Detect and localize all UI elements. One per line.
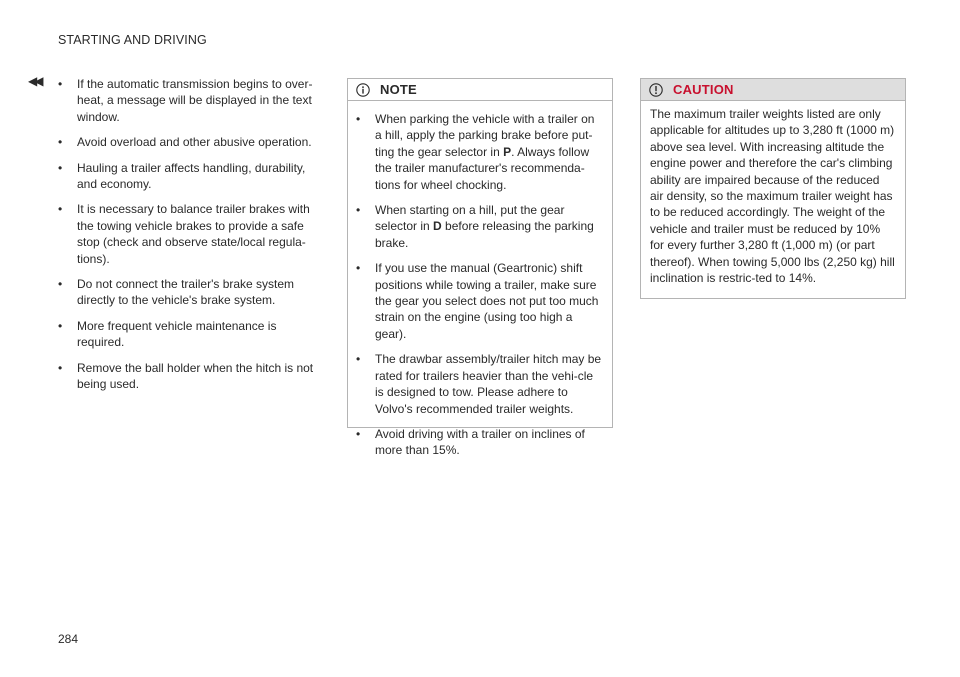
gear-p: P bbox=[503, 144, 512, 159]
bullet-icon: • bbox=[58, 277, 63, 292]
note-box bbox=[347, 78, 613, 458]
note-item-2-pre: When starting on a hill, put the gear selector in bbox=[375, 203, 565, 234]
note-item-4: The drawbar assembly/trailer hitch may be rated for trailers heavier than the vehi-cle is designed to tow. Please adhere to Volvo's recommended trailer weights. bbox=[375, 352, 602, 416]
list-item bbox=[356, 426, 604, 459]
list-item bbox=[58, 76, 320, 125]
bullet-icon: • bbox=[356, 426, 361, 441]
list-item bbox=[356, 351, 604, 417]
note-item-1-pre: When parking the vehicle with a trailer on a hill, apply the parking brake before put-ting the gear selector in bbox=[375, 112, 595, 159]
list-item-text: Hauling a trailer affects handling, durability, and economy. bbox=[77, 160, 306, 192]
gear-d: D bbox=[433, 219, 442, 234]
bullet-icon: • bbox=[356, 112, 361, 126]
caution-box bbox=[640, 78, 906, 299]
bullet-icon: • bbox=[58, 202, 63, 217]
bullet-icon: • bbox=[58, 160, 63, 175]
bullet-icon: • bbox=[356, 261, 361, 276]
list-item-text: It is necessary to balance trailer brakes with the towing vehicle brakes to provide a safe stop (check and observe state/local regula-tions). bbox=[77, 202, 310, 266]
info-circle-icon bbox=[356, 83, 370, 97]
bullet-icon: • bbox=[58, 318, 63, 333]
list-item-text: If the automatic transmission begins to over-heat, a message will be displayed in the text window. bbox=[77, 77, 313, 124]
list-item-text: More frequent vehicle maintenance is required. bbox=[77, 318, 277, 350]
double-chevron-left-icon[interactable]: ◀◀ bbox=[28, 74, 41, 88]
bullet-icon: • bbox=[356, 352, 361, 367]
list-item-text: Remove the ball holder when the hitch is not being used. bbox=[77, 360, 314, 392]
note-body bbox=[348, 101, 612, 459]
left-column bbox=[58, 76, 320, 402]
bullet-icon: • bbox=[58, 135, 63, 150]
list-item bbox=[356, 202, 604, 251]
page-number: 284 bbox=[58, 632, 79, 646]
note-item-1-post: . Always follow the trailer manufacturer's recommenda-tions for wheel chocking. bbox=[375, 144, 590, 192]
note-label: NOTE bbox=[380, 82, 417, 97]
bullet-icon: • bbox=[356, 203, 361, 218]
note-item-3: If you use the manual (Geartronic) shift positions while towing a trailer, make sure the gear you select does not put too much strain on the engine (using too high a gear). bbox=[375, 261, 599, 341]
list-item bbox=[356, 111, 604, 193]
caution-label: CAUTION bbox=[673, 82, 734, 97]
list-item bbox=[356, 260, 604, 342]
list-item bbox=[58, 201, 320, 267]
exclamation-circle-icon bbox=[649, 83, 663, 97]
caution-header bbox=[641, 79, 905, 101]
list-item bbox=[58, 134, 320, 150]
note-header bbox=[348, 79, 612, 101]
note-list bbox=[356, 111, 604, 459]
bullet-list bbox=[58, 76, 320, 393]
bullet-icon: • bbox=[58, 360, 63, 375]
list-item bbox=[58, 318, 320, 351]
section-title: STARTING AND DRIVING bbox=[58, 33, 207, 47]
list-item-text: Avoid overload and other abusive operation. bbox=[77, 135, 312, 150]
bullet-icon: • bbox=[58, 77, 63, 91]
note-item-5: Avoid driving with a trailer on inclines of more than 15%. bbox=[375, 426, 585, 458]
note-item-2-post: before releasing the parking brake. bbox=[375, 219, 594, 250]
list-item bbox=[58, 360, 320, 393]
list-item-text: Do not connect the trailer's brake system directly to the vehicle's brake system. bbox=[77, 277, 295, 308]
list-item bbox=[58, 160, 320, 193]
caution-text: The maximum trailer weights listed are only applicable for altitudes up to 3,280 ft (1000 m) above sea level. With increasing altitude the engine power and therefore the car's climbing ability are impaired because of the reduced air density, so the maximum trailer weight has to be reduced accordingly. The weight of the vehicle and trailer must be reduced by 10% for every further 3,280 ft (1,000 m) (or part thereof). When towing 5,000 lbs (2,250 kg) hill inclination is restric-ted to 14%. bbox=[650, 107, 895, 286]
list-item bbox=[58, 276, 320, 309]
